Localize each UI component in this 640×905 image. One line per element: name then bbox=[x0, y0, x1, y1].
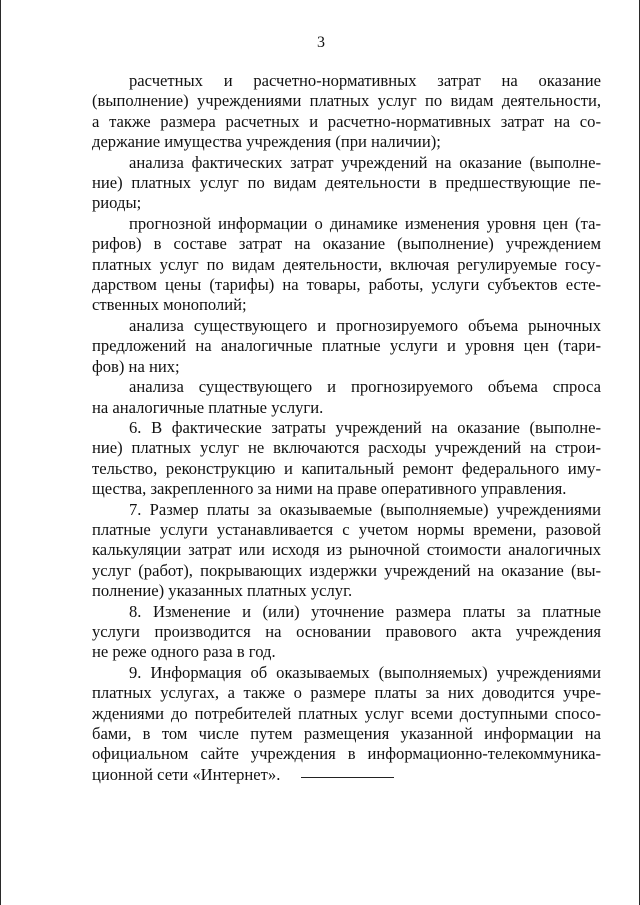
text-line: полнение) указанных платных услуг. bbox=[92, 581, 353, 601]
text-line: платных услуг по видам деятельности, включая регулируемые госу- bbox=[92, 254, 601, 274]
text-line: рифов) в составе затрат на оказание (выполнение) учреждением bbox=[92, 234, 601, 254]
text-line: предложений на аналогичные платные услуги и уровня цен (тари- bbox=[92, 336, 601, 356]
text-line: платных услугах, а также о размере платы за них доводится учре- bbox=[92, 683, 601, 703]
text-line: ственных монополий; bbox=[92, 295, 247, 315]
para-calc-costs bbox=[92, 71, 601, 153]
text-line: ждениями до потребителей платных услуг всеми доступными спосо- bbox=[92, 703, 601, 723]
text-line: официальном сайте учреждения в информационно-телекоммуника- bbox=[92, 744, 601, 764]
text-line: прогнозной информации о динамике изменения уровня цен (та- bbox=[129, 213, 601, 233]
text-line: бами, в том числе путем размещения указанной информации на bbox=[92, 724, 601, 743]
text-line: анализа существующего и прогнозируемого объема рыночных bbox=[129, 315, 601, 335]
text-line: на аналогичные платные услуги. bbox=[92, 397, 324, 417]
text-line: а также размера расчетных и расчетно-нормативных затрат на со- bbox=[92, 111, 601, 131]
para-price-forecast bbox=[92, 214, 601, 316]
page-number: 3 bbox=[317, 34, 325, 51]
text-line: 7. Размер платы за оказываемые (выполняемые) учреждениями bbox=[129, 499, 601, 519]
para-item-6 bbox=[92, 418, 601, 500]
text-line: 8. Изменение и (или) уточнение размера платы за платные bbox=[129, 601, 601, 621]
text-line: услуги производится на основании правового акта учреждения bbox=[92, 621, 601, 641]
text-line: ние) платных услуг не включаются расходы учреждений на строи- bbox=[92, 438, 601, 458]
text-line: ние) платных услуг по видам деятельности в предшествующие пе- bbox=[92, 173, 601, 193]
closing-rule bbox=[301, 777, 394, 778]
para-market-volume bbox=[92, 316, 601, 377]
text-line: не реже одного раза в год. bbox=[92, 642, 276, 662]
para-demand-volume bbox=[92, 377, 601, 418]
text-line: держание имущества учреждения (при наличии); bbox=[92, 132, 441, 152]
text-line: риоды; bbox=[92, 193, 142, 213]
text-line: дарством цены (тарифы) на товары, работы, услуги субъектов есте- bbox=[92, 275, 601, 295]
text-line: калькуляции затрат или исходя из рыночной стоимости аналогичных bbox=[92, 540, 601, 560]
text-line: 6. В фактические затраты учреждений на оказание (выполне- bbox=[129, 417, 601, 437]
text-line: анализа существующего и прогнозируемого объема спроса bbox=[129, 377, 601, 397]
text-line: 9. Информация об оказываемых (выполняемых) учреждениями bbox=[129, 662, 601, 682]
body-text bbox=[92, 71, 601, 785]
text-line: фов) на них; bbox=[92, 356, 180, 376]
text-line: платные услуги устанавливается с учетом нормы времени, разовой bbox=[92, 519, 601, 539]
para-item-7 bbox=[92, 500, 601, 602]
para-item-8 bbox=[92, 602, 601, 663]
text-line: тельство, реконструкцию и капитальный ремонт федерального иму- bbox=[92, 458, 601, 478]
text-line: (выполнение) учреждениями платных услуг по видам деятельности, bbox=[92, 91, 601, 111]
text-line: анализа фактических затрат учреждений на оказание (выполне- bbox=[129, 152, 601, 172]
para-actual-costs bbox=[92, 153, 601, 214]
text-line: ционной сети «Интернет». bbox=[92, 764, 281, 784]
para-item-9 bbox=[92, 663, 601, 785]
text-line: расчетных и расчетно-нормативных затрат на оказание bbox=[129, 71, 601, 90]
text-line: услуг (работ), покрывающих издержки учреждений на оказание (вы- bbox=[92, 560, 601, 580]
text-line: щества, закрепленного за ними на праве оперативного управления. bbox=[92, 479, 567, 499]
